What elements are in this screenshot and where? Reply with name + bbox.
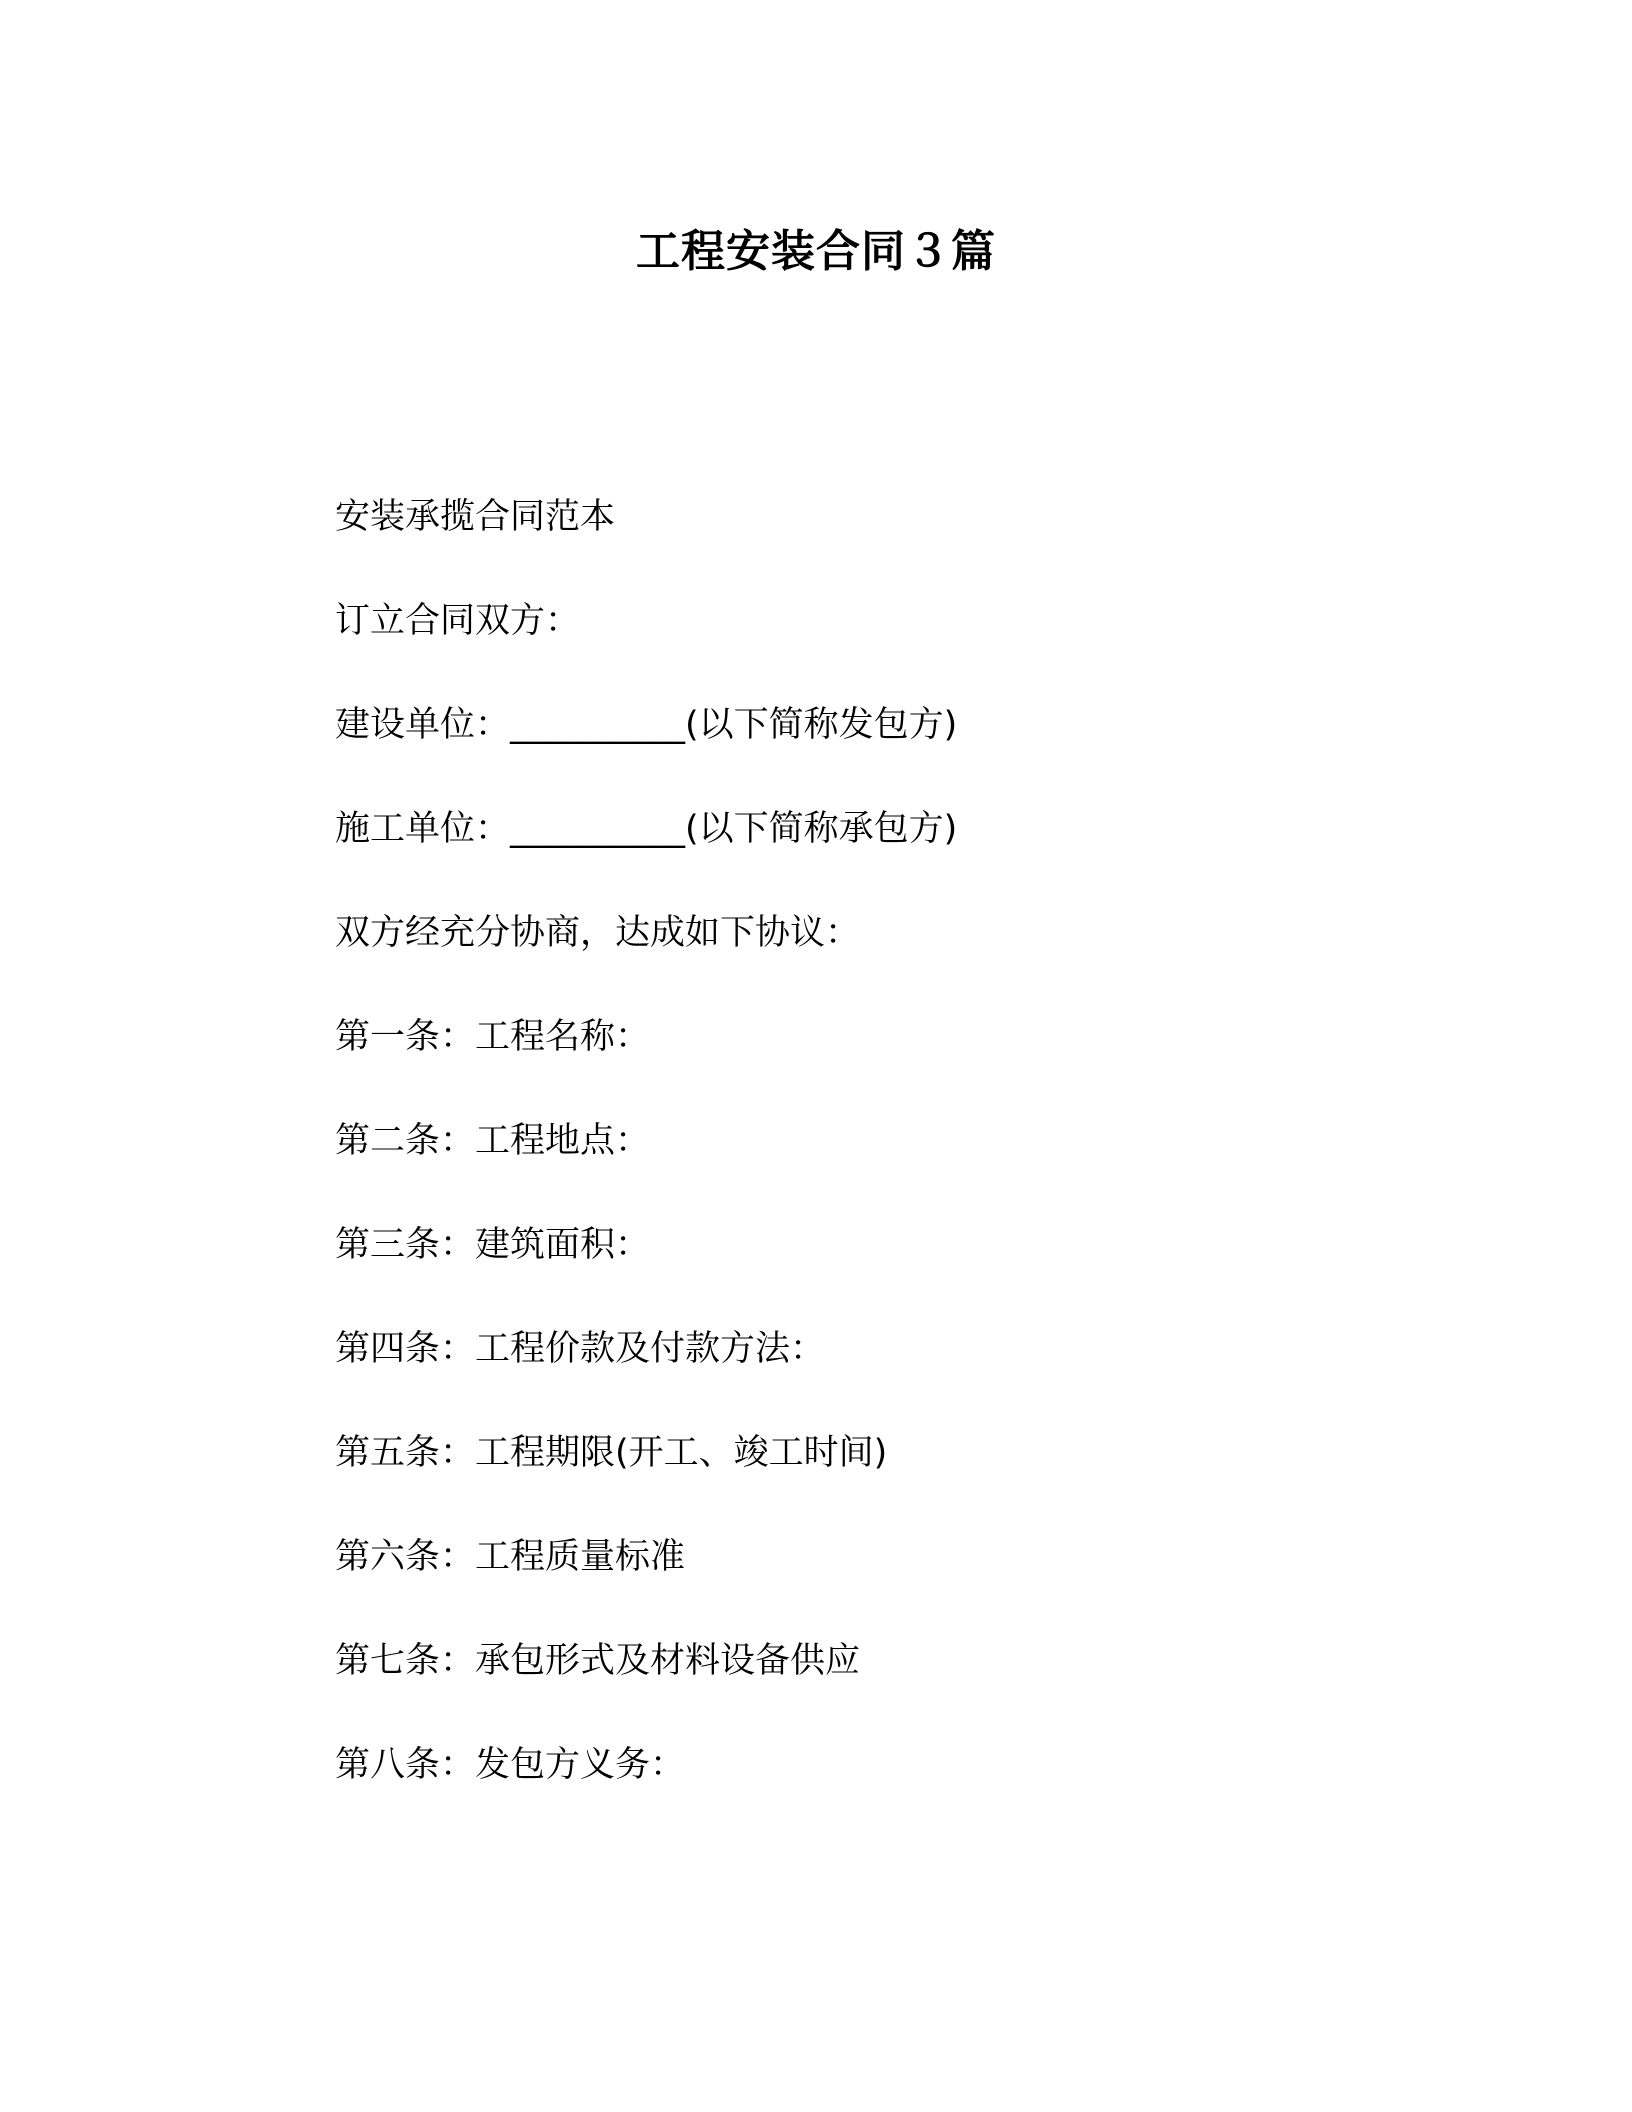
article-2: 第二条：工程地点：: [335, 1121, 651, 1161]
document-body: [335, 492, 1535, 1844]
article-1: 第一条：工程名称：: [335, 1017, 651, 1057]
section-heading: 安装承揽合同范本: [335, 497, 616, 537]
client-line: 建设单位：__________(以下简称发包方): [335, 705, 958, 745]
article-6: 第六条：工程质量标准: [335, 1537, 686, 1577]
document-title: 工程安装合同３篇: [636, 226, 996, 277]
parties-intro: 订立合同双方：: [335, 601, 581, 641]
article-3: 第三条：建筑面积：: [335, 1225, 651, 1265]
contractor-line: 施工单位：__________(以下简称承包方): [335, 809, 958, 849]
article-7: 第七条：承包形式及材料设备供应: [335, 1641, 861, 1681]
article-5: 第五条：工程期限(开工、竣工时间): [335, 1433, 888, 1473]
agreement-intro: 双方经充分协商，达成如下协议：: [335, 913, 861, 953]
article-8: 第八条：发包方义务：: [335, 1745, 686, 1785]
article-4: 第四条：工程价款及付款方法：: [335, 1329, 826, 1369]
